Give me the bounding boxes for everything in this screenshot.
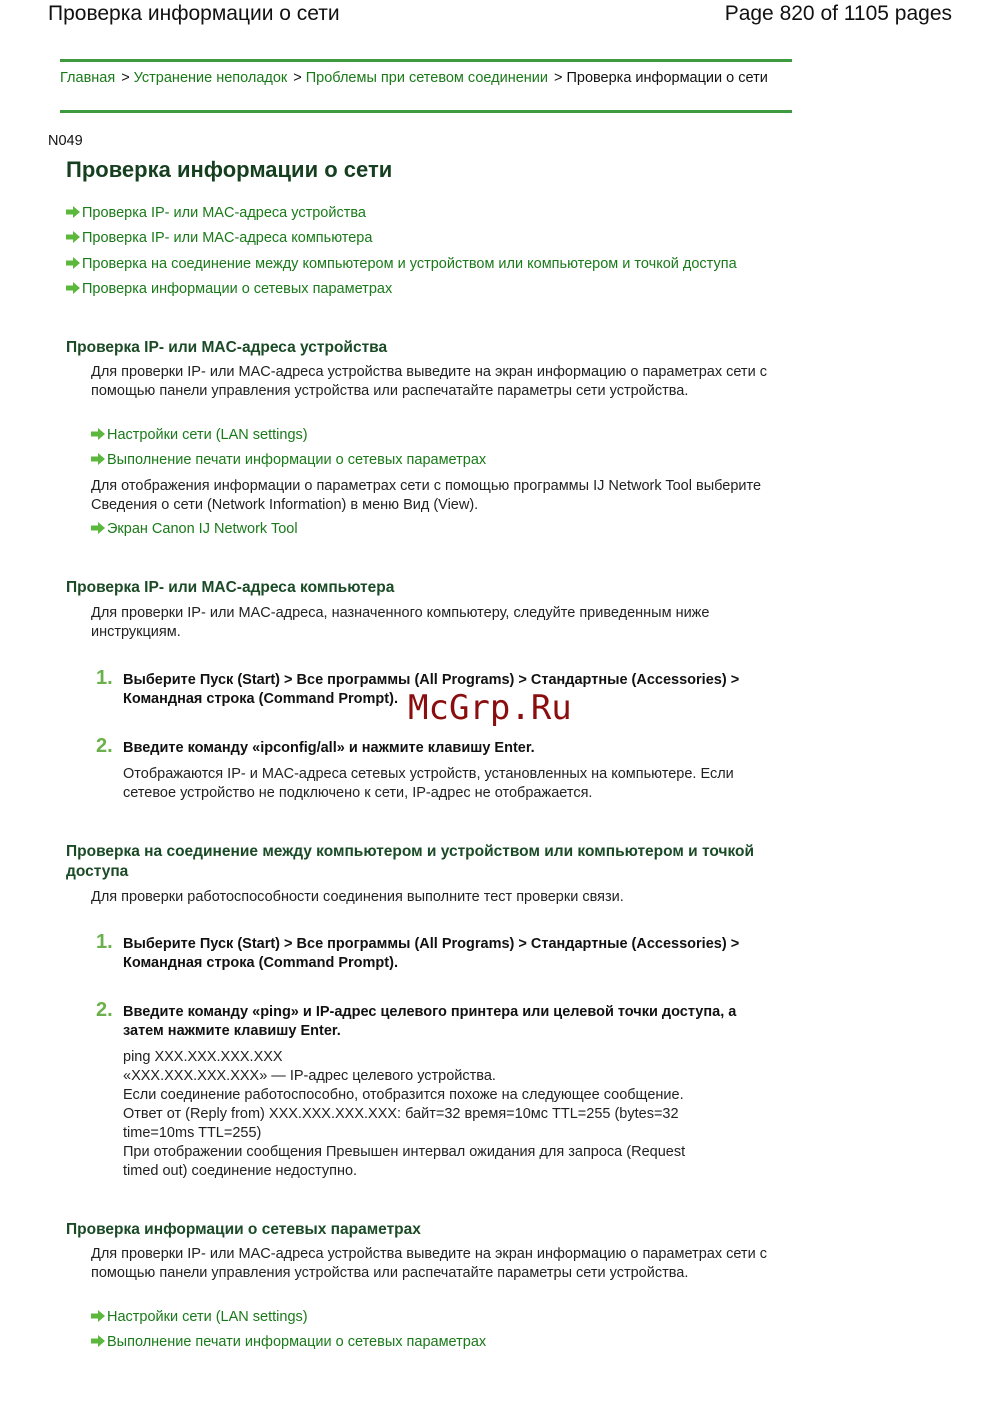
green-arrow-icon [91, 453, 105, 465]
step-text: Введите команду «ping» и IP-адрес целевого принтера или целевой точки доступа, а затем нажмите клавишу Enter. [123, 1004, 737, 1039]
green-arrow-icon [91, 522, 105, 534]
step-number: 2. [96, 999, 113, 1021]
toc-link-label: Проверка на соединение между компьютером и устройством или компьютером и точкой доступа [82, 256, 737, 272]
section-text: Для проверки IP- или MAC-адреса устройства выведите на экран информацию о параметрах сети с помощью панели управления устройства или распечатайте параметры сети устройства. [91, 364, 767, 399]
green-arrow-icon [91, 428, 105, 440]
breadcrumb-separator: > [121, 70, 130, 86]
breadcrumb-separator: > [293, 70, 302, 86]
section-text: Для проверки IP- или MAC-адреса, назначенного компьютеру, следуйте приведенным ниже инструкциям. [91, 605, 710, 640]
watermark: McGrp.Ru [408, 688, 572, 728]
ping-reply-example: Ответ от (Reply from) XXX.XXX.XXX.XXX: байт=32 время=10мс TTL=255 (bytes=32 time=10ms TTL=255) [123, 1106, 679, 1141]
section-heading-network-params: Проверка информации о сетевых параметрах [66, 1221, 421, 1238]
link-label: Настройки сети (LAN settings) [107, 1309, 308, 1325]
page-header-title: Проверка информации о сети [48, 2, 340, 25]
section-text: Для проверки работоспособности соединения выполните тест проверки связи. [91, 889, 624, 905]
breadcrumb-home[interactable]: Главная [60, 70, 116, 86]
green-arrow-icon [91, 1310, 105, 1322]
green-arrow-icon [66, 206, 80, 218]
link-print-network-info[interactable] [91, 1334, 486, 1350]
link-label: Выполнение печати информации о сетевых параметрах [107, 1334, 487, 1350]
breadcrumb-network-problems[interactable]: Проблемы при сетевом соединении [305, 70, 548, 86]
section-heading-device-address: Проверка IP- или MAC-адреса устройства [66, 339, 388, 356]
link-network-tool-screen[interactable] [91, 521, 298, 537]
step-text: Введите команду «ipconfig/all» и нажмите клавишу Enter. [123, 740, 535, 756]
step-description: Отображаются IP- и MAC-адреса сетевых устройств, установленных на компьютере. Если сетевое устройство не подключено к сети, IP-адрес не отображается. [123, 766, 734, 801]
toc-link-label: Проверка IP- или MAC-адреса компьютера [82, 230, 373, 246]
toc-link-network-params[interactable] [66, 281, 392, 297]
section-heading-connection-check: Проверка на соединение между компьютером и устройством или компьютером и точкой доступа [66, 843, 755, 880]
breadcrumb-separator: > [553, 70, 563, 86]
breadcrumb-troubleshooting[interactable]: Устранение неполадок [133, 70, 288, 86]
toc-link-label: Проверка информации о сетевых параметрах [82, 281, 393, 297]
ping-success-note: Если соединение работоспособно, отобразится похоже на следующее сообщение. [123, 1087, 684, 1103]
link-label: Настройки сети (LAN settings) [107, 427, 308, 443]
section-heading-computer-address: Проверка IP- или MAC-адреса компьютера [66, 579, 395, 596]
ping-command: ping XXX.XXX.XXX.XXX [123, 1049, 283, 1065]
toc-link-computer-address[interactable] [66, 230, 372, 246]
step-number: 1. [96, 667, 113, 689]
page-title: Проверка информации о сети [66, 157, 393, 182]
step-number: 2. [96, 735, 113, 757]
link-label: Выполнение печати информации о сетевых параметрах [107, 452, 487, 468]
ping-timeout-note: При отображении сообщения Превышен интервал ожидания для запроса (Request timed out) соединение недоступно. [123, 1144, 686, 1179]
green-arrow-icon [66, 257, 80, 269]
link-lan-settings[interactable] [91, 427, 308, 443]
section-text: Для отображения информации о параметрах сети с помощью программы IJ Network Tool выберите Сведения о сети (Network Information) в меню Вид (View). [91, 478, 762, 513]
section-text: Для проверки IP- или MAC-адреса устройства выведите на экран информацию о параметрах сети с помощью панели управления устройства или распечатайте параметры сети устройства. [91, 1246, 767, 1281]
toc-link-connection-check[interactable] [66, 256, 737, 272]
toc-link-device-address[interactable] [66, 205, 366, 221]
step-text: Выберите Пуск (Start) > Все программы (All Programs) > Стандартные (Accessories) > Командная строка (Command Prompt). [123, 936, 740, 971]
step-text: Выберите Пуск (Start) > Все программы (All Programs) > Стандартные (Accessories) > Командная строка (Command Prompt). [123, 672, 740, 707]
ping-description: «XXX.XXX.XXX.XXX» — IP-адрес целевого устройства. [123, 1068, 496, 1084]
doc-code: N049 [48, 133, 83, 149]
green-arrow-icon [66, 282, 80, 294]
link-print-network-info[interactable] [91, 452, 486, 468]
breadcrumb [60, 59, 792, 113]
breadcrumb-current: Проверка информации о сети [566, 70, 768, 86]
link-label: Экран Canon IJ Network Tool [107, 521, 298, 537]
link-lan-settings[interactable] [91, 1309, 308, 1325]
green-arrow-icon [91, 1335, 105, 1347]
toc-link-label: Проверка IP- или MAC-адреса устройства [82, 205, 366, 221]
step-number: 1. [96, 931, 113, 953]
page-counter: Page 820 of 1105 pages [724, 2, 952, 25]
green-arrow-icon [66, 231, 80, 243]
